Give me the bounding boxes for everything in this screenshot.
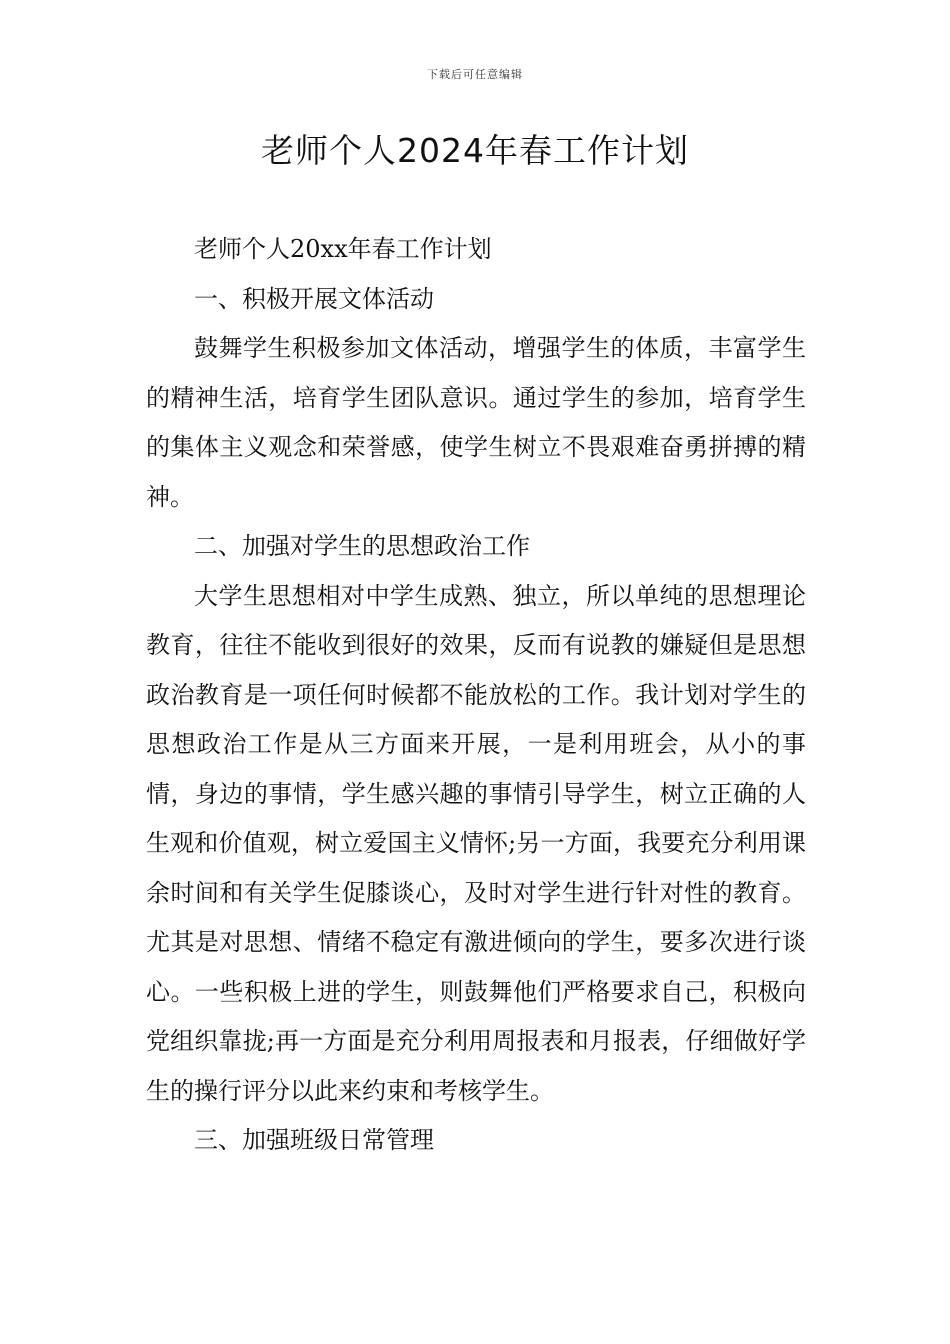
subtitle-paragraph: 老师个人20xx年春工作计划 bbox=[194, 235, 492, 263]
body-paragraph-2: 大学生思想相对中学生成熟、独立，所以单纯的思想理论教育，往往不能收到很好的效果，反而有说教的嫌疑但是思想政治教育是一项任何时候都不能放松的工作。我计划对学生的思想政治工作是从三方面来开展，一是利用班会，从小的事情，身边的事情，学生感兴趣的事情引导学生，树立正确的人生观和价值观，树立爱国主义情怀;另一方面，我要充分利用课余时间和有关学生促膝谈心，及时对学生进行针对性的教育。尤其是对思想、情绪不稳定有激进倾向的学生，要多次进行谈心。一些积极上进的学生，则鼓舞他们严格要求自己，积极向党组织靠拢;再一方面是充分利用周报表和月报表，仔细做好学生的操行评分以此来约束和考核学生。 bbox=[146, 581, 806, 1105]
header-note: 下载后可任意编辑 bbox=[427, 68, 523, 81]
section-heading-1: 一、积极开展文体活动 bbox=[194, 284, 434, 313]
section-heading-2: 二、加强对学生的思想政治工作 bbox=[194, 532, 530, 560]
document-body bbox=[146, 225, 806, 1166]
body-paragraph-1: 鼓舞学生积极参加文体活动，增强学生的体质，丰富学生的精神生活，培育学生团队意识。通过学生的参加，培育学生的集体主义观念和荣誉感，使学生树立不畏艰难奋勇拼搏的精神。 bbox=[146, 334, 806, 511]
document-title: 老师个人2024年春工作计划 bbox=[261, 131, 689, 170]
section-heading-3: 三、加强班级日常管理 bbox=[194, 1126, 434, 1154]
